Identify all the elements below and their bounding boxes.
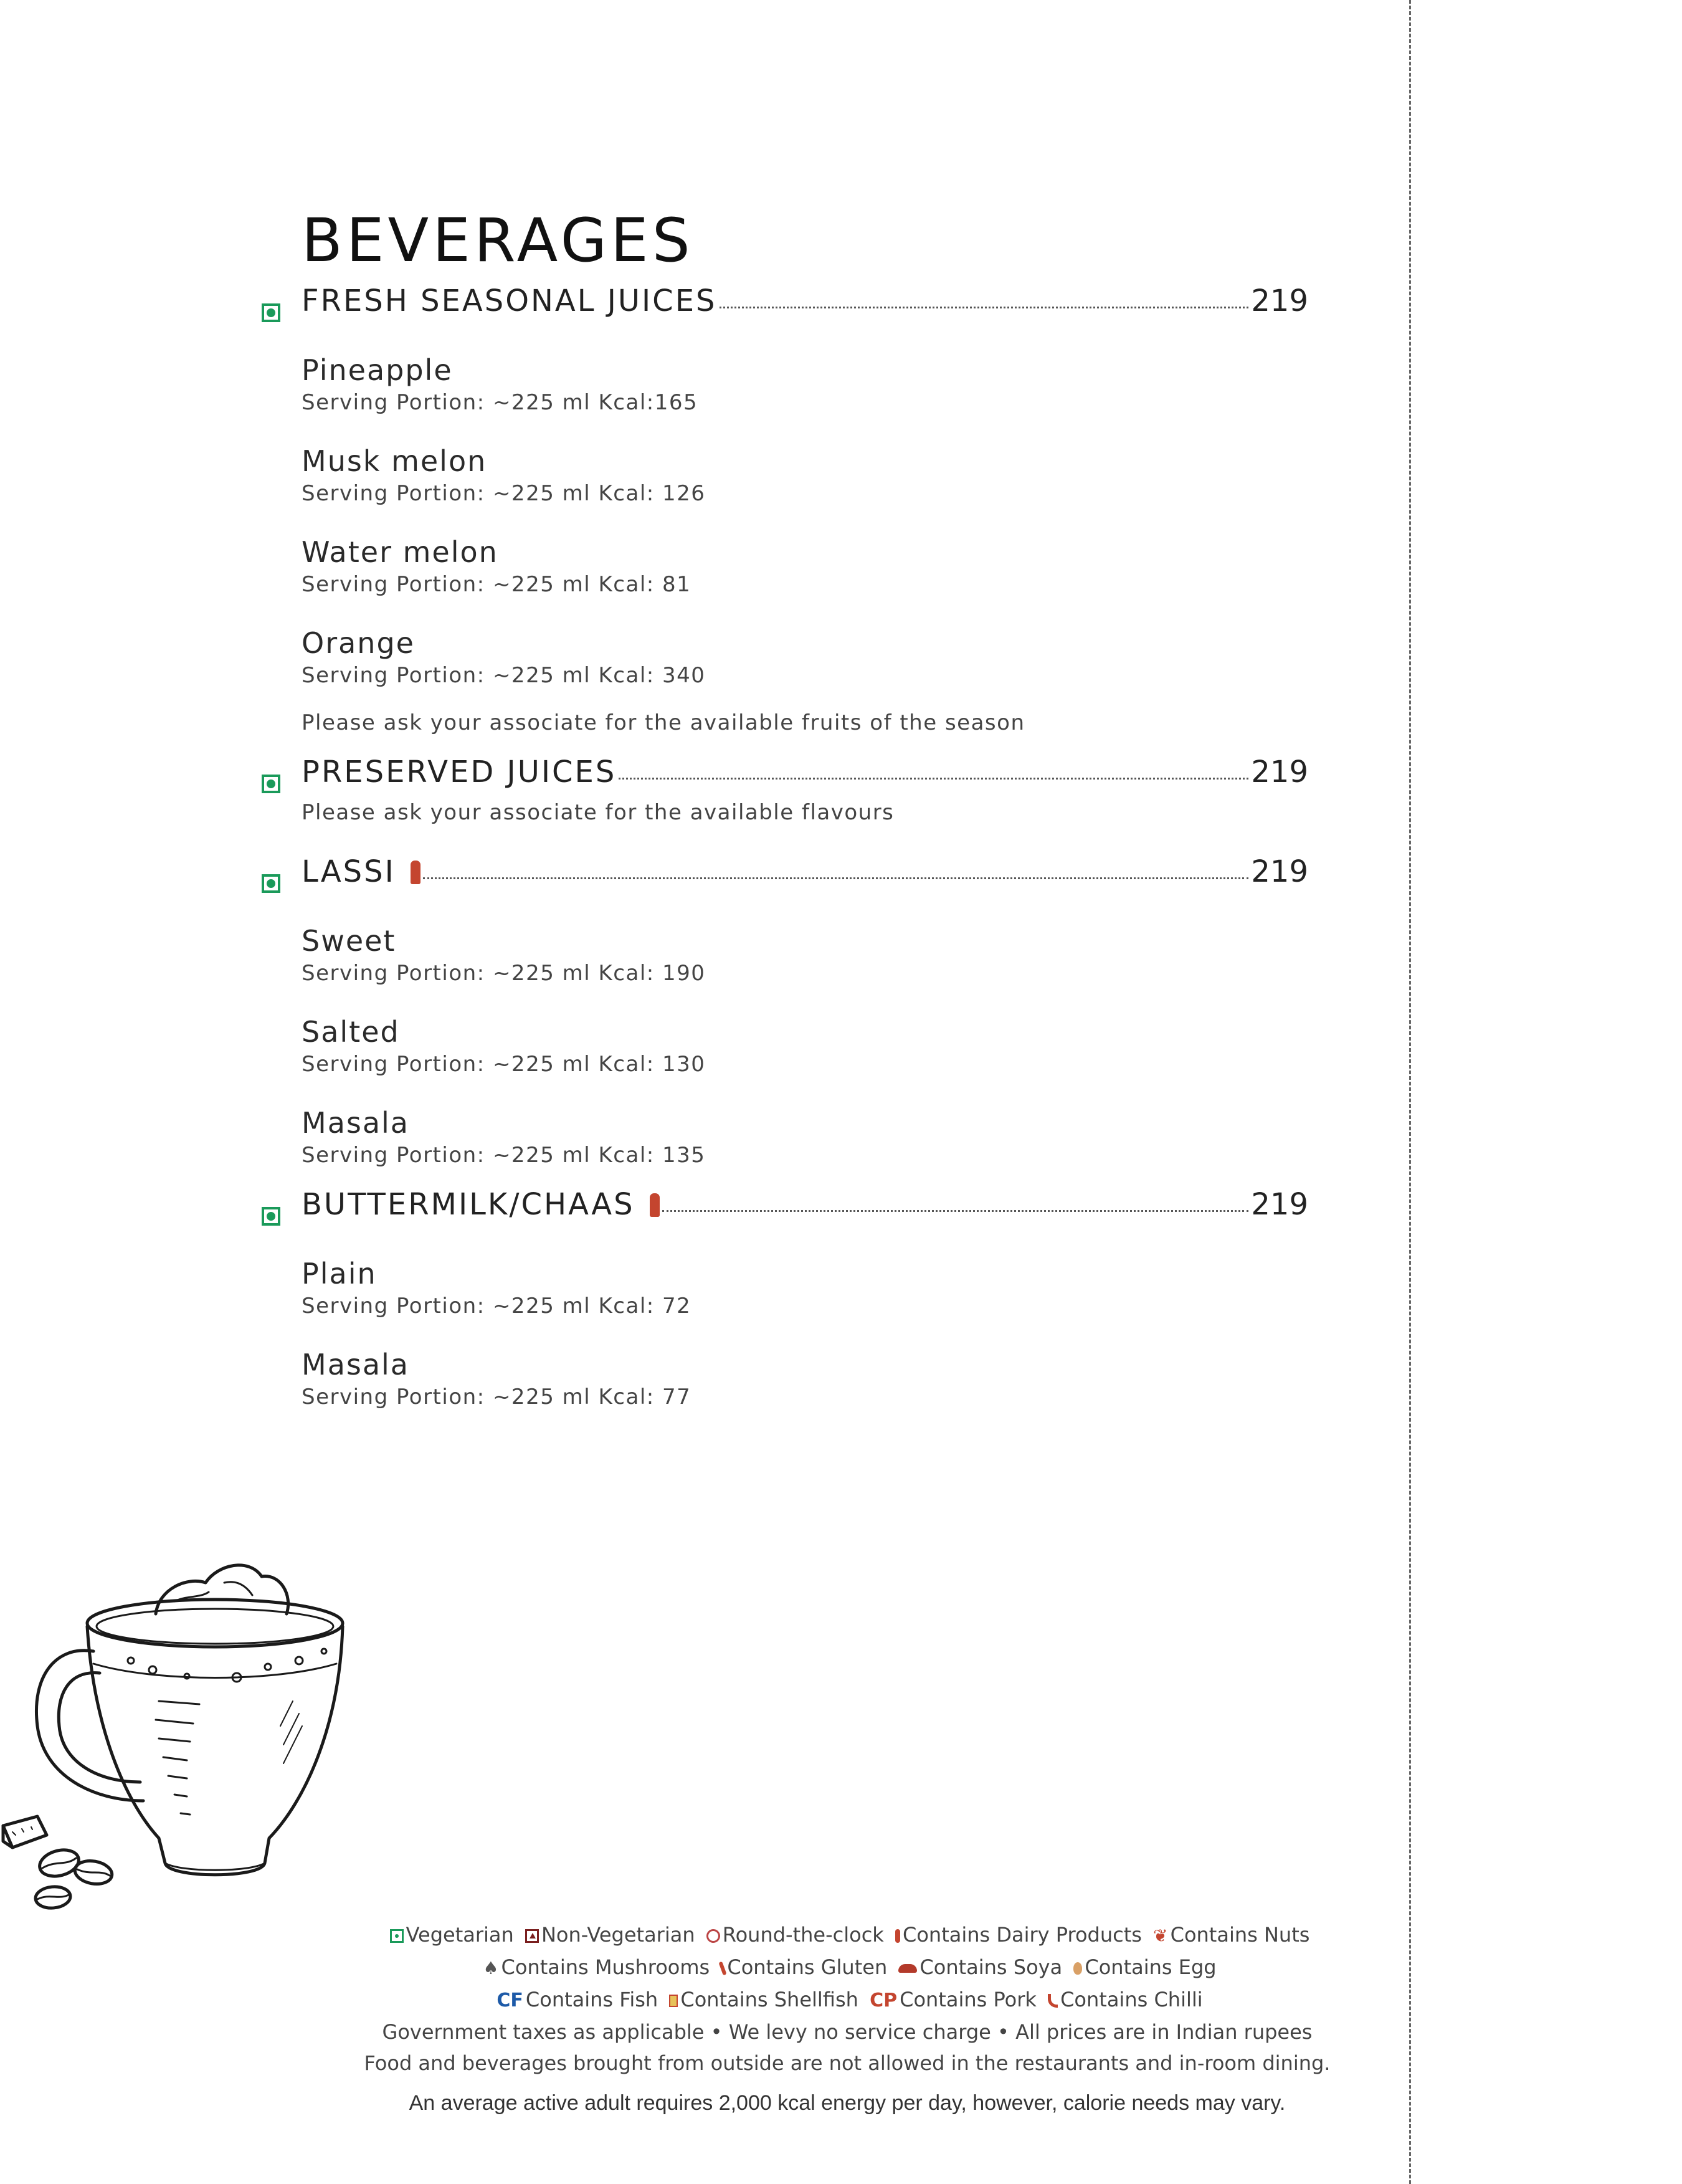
- menu-list: [262, 284, 1308, 1438]
- dairy-icon: [650, 1193, 660, 1217]
- legend-egg: Contains Egg: [1085, 1955, 1217, 1979]
- legend-gluten: Contains Gluten: [727, 1955, 888, 1979]
- item-name: Salted: [302, 1015, 400, 1049]
- section-header: [262, 755, 1308, 798]
- legend-line-1: [349, 1919, 1346, 1952]
- section-note: Please ask your associate for the available flavours: [302, 800, 895, 825]
- clock-icon: [706, 1929, 720, 1943]
- section-title: LASSI: [302, 854, 396, 889]
- legend-nuts: Contains Nuts: [1170, 1923, 1310, 1947]
- dairy-icon: [411, 861, 420, 884]
- legend-vegetarian: Vegetarian: [406, 1923, 514, 1947]
- item-serving-info: Serving Portion: ~225 ml Kcal: 130: [302, 1052, 706, 1077]
- section-price: 219: [1251, 1187, 1308, 1222]
- item-name: Musk melon: [302, 444, 487, 478]
- dot-leader: [423, 877, 1249, 879]
- item-serving-info: Serving Portion: ~225 ml Kcal: 190: [302, 961, 706, 986]
- legend-dairy: Contains Dairy Products: [903, 1923, 1142, 1947]
- vegetarian-icon: [262, 303, 280, 322]
- legend-energy-note: An average active adult requires 2,000 kcal energy per day, however, calorie needs may vary.: [409, 2091, 1286, 2115]
- non-vegetarian-icon: [525, 1929, 539, 1943]
- item-name: Plain: [302, 1257, 377, 1290]
- section-header: [262, 284, 1308, 352]
- section-fresh-seasonal-juices: [262, 284, 1308, 737]
- section-lassi: [262, 854, 1308, 1170]
- item-name: Pineapple: [302, 353, 453, 387]
- section-buttermilk-chaas: [262, 1187, 1308, 1411]
- legend-mushrooms: Contains Mushrooms: [501, 1955, 710, 1979]
- legend-round-the-clock: Round-the-clock: [722, 1923, 884, 1947]
- dot-leader: [662, 1209, 1249, 1212]
- cut-guide-line: [1409, 0, 1411, 2184]
- vegetarian-icon: [262, 1207, 280, 1226]
- menu-item: [302, 443, 1308, 508]
- legend: [349, 1919, 1346, 2119]
- section-title: FRESH SEASONAL JUICES: [302, 284, 717, 318]
- legend-line-3: [349, 1984, 1346, 2016]
- menu-item: [302, 1347, 1308, 1411]
- coffee-mug-illustration: [0, 1539, 361, 1925]
- section-price: 219: [1251, 755, 1308, 789]
- menu-item: [302, 534, 1308, 599]
- section-note: Please ask your associate for the available fruits of the season: [302, 710, 1025, 735]
- vegetarian-icon: [390, 1929, 404, 1943]
- legend-non-vegetarian: Non-Vegetarian: [541, 1923, 695, 1947]
- chilli-icon: [1048, 1994, 1058, 2008]
- soya-icon: [898, 1964, 917, 1973]
- item-name: Masala: [302, 1348, 409, 1381]
- legend-taxes: Government taxes as applicable • We levy no service charge • All prices are in Indian rupees: [382, 2020, 1313, 2044]
- menu-item: [302, 1014, 1308, 1079]
- nuts-icon: ❦: [1153, 1925, 1168, 1946]
- section-title: BUTTERMILK/CHAAS: [302, 1187, 635, 1222]
- menu-item: [302, 923, 1308, 988]
- item-serving-info: Serving Portion: ~225 ml Kcal:165: [302, 390, 698, 415]
- item-serving-info: Serving Portion: ~225 ml Kcal: 135: [302, 1143, 706, 1168]
- section-preserved-juices: [262, 755, 1308, 827]
- section-title: PRESERVED JUICES: [302, 755, 617, 789]
- item-name: Orange: [302, 626, 415, 660]
- item-name: Sweet: [302, 924, 396, 958]
- section-header: [262, 854, 1308, 923]
- gluten-icon: [719, 1962, 727, 1976]
- pork-icon: CP: [870, 1990, 898, 2011]
- dot-leader: [619, 777, 1248, 780]
- section-price: 219: [1251, 854, 1308, 889]
- item-name: Water melon: [302, 535, 498, 569]
- item-serving-info: Serving Portion: ~225 ml Kcal: 77: [302, 1385, 691, 1409]
- fish-icon: CF: [497, 1990, 523, 2011]
- mushroom-icon: ♠: [483, 1958, 499, 1978]
- legend-line-2: [349, 1952, 1346, 1984]
- legend-pork: Contains Pork: [900, 1988, 1037, 2011]
- section-price: 219: [1251, 284, 1308, 318]
- menu-item: [302, 1256, 1308, 1320]
- legend-soya: Contains Soya: [919, 1955, 1063, 1979]
- legend-chilli: Contains Chilli: [1060, 1988, 1203, 2011]
- shellfish-icon: [669, 1995, 678, 2007]
- dairy-icon: [895, 1929, 900, 1943]
- legend-fish: Contains Fish: [525, 1988, 658, 2011]
- egg-icon: [1073, 1962, 1082, 1975]
- vegetarian-icon: [262, 775, 280, 793]
- menu-item: [302, 352, 1308, 417]
- vegetarian-icon: [262, 874, 280, 893]
- menu-item: [302, 625, 1308, 690]
- item-name: Masala: [302, 1106, 409, 1140]
- menu-item: [302, 1105, 1308, 1170]
- item-serving-info: Serving Portion: ~225 ml Kcal: 81: [302, 572, 691, 597]
- item-serving-info: Serving Portion: ~225 ml Kcal: 126: [302, 481, 706, 506]
- item-serving-info: Serving Portion: ~225 ml Kcal: 340: [302, 663, 706, 688]
- page-title: BEVERAGES: [302, 206, 694, 275]
- legend-shellfish: Contains Shellfish: [680, 1988, 858, 2011]
- dot-leader: [720, 306, 1249, 308]
- section-header: [262, 1187, 1308, 1256]
- item-serving-info: Serving Portion: ~225 ml Kcal: 72: [302, 1294, 691, 1319]
- legend-outside-food: Food and beverages brought from outside are not allowed in the restaurants and in-room dining.: [364, 2051, 1331, 2075]
